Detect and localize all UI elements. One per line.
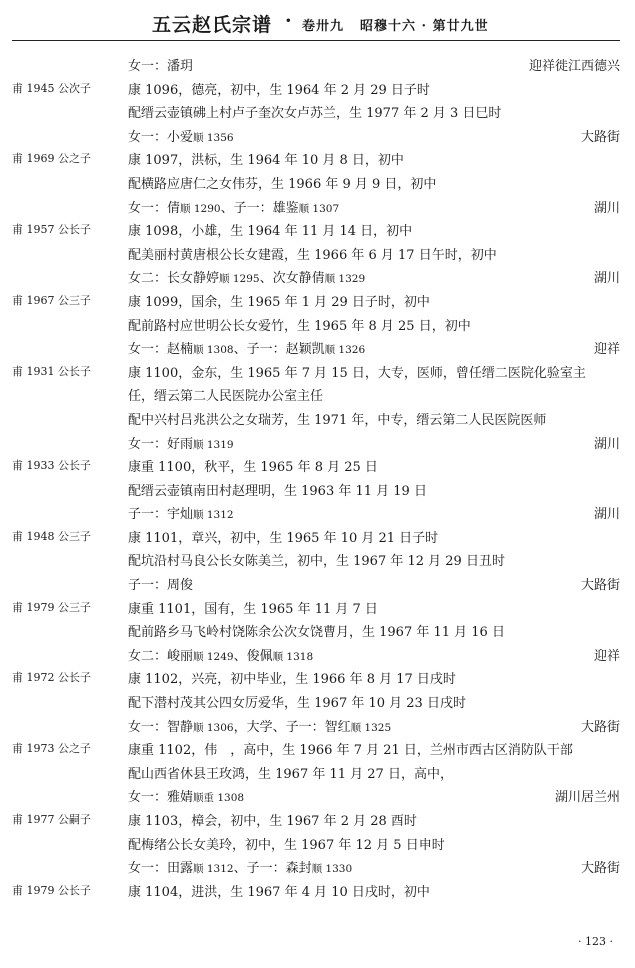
entry-text (128, 409, 546, 428)
entry-main-text: 女一：潘玥 (128, 59, 194, 74)
entry-main-text: 康 1102，兴亮，初中毕业，生 1966 年 8 月 17 日戌时 (128, 672, 456, 688)
index-note: 顺 1307 (298, 202, 340, 215)
index-note: 顺 1295 (219, 273, 260, 286)
entry-main-text: 子一：宇灿 (128, 507, 194, 523)
entry-line (0, 784, 635, 808)
entry-text (128, 527, 438, 546)
entry-line (0, 124, 635, 148)
father-reference: 甫 1967 公三子 (12, 293, 91, 307)
entry-text (128, 244, 497, 263)
father-reference: 甫 1973 公之子 (12, 742, 91, 756)
entry-main-text: 女一：赵楠 (128, 342, 194, 358)
father-reference: 甫 1948 公三子 (12, 529, 91, 543)
entry-line (0, 572, 635, 596)
entry-line (0, 218, 635, 242)
entry-continued-text: 、子一：雄鉴 (220, 200, 299, 216)
entry-text (128, 810, 417, 829)
entry-main-text: 女一：田露 (128, 861, 194, 877)
entry-line (0, 77, 635, 101)
father-reference: 甫 1977 公嗣子 (12, 813, 91, 826)
entry-text (128, 834, 445, 853)
entry-line (0, 714, 635, 738)
entry-main-text: 康 1100，金东，生 1965 年 7 月 15 日，大专，医师，曾任缙二医院化验室主 (128, 365, 586, 381)
index-note: 顺 1325 (350, 721, 392, 734)
residence-place: 湖川 (593, 271, 620, 287)
entry-line (0, 383, 635, 407)
entry-text (128, 385, 323, 404)
entry-main-text: 康 1096，德亮，初中，生 1964 年 2 月 29 日子时 (128, 82, 430, 98)
entry-line (0, 265, 635, 289)
entry-text (128, 55, 193, 74)
entry-main-text: 女一：好雨 (128, 436, 194, 452)
genealogy-title: 五云赵氏宗谱 (152, 14, 273, 36)
entry-line (0, 242, 635, 266)
father-reference: 甫 1979 公长子 (12, 883, 91, 897)
entry-line (0, 454, 635, 478)
residence-place: 大路街 (580, 578, 620, 594)
entry-line (0, 478, 635, 502)
entry-text (128, 220, 412, 239)
entry-continued-text: 、子一：赵颖凯 (233, 342, 325, 358)
entry-main-text: 配美丽村黄唐根公长女建霞，生 1966 年 6 月 17 日午时，初中 (128, 247, 497, 263)
residence-place: 迎祥 (593, 648, 620, 664)
title-separator: · (285, 10, 292, 32)
index-note: 顺 1356 (193, 131, 234, 144)
index-note: 顺 1312 (193, 863, 234, 876)
entry-line (0, 879, 635, 903)
father-reference: 甫 1957 公长子 (12, 223, 91, 237)
entry-text (128, 362, 586, 381)
entry-line (0, 407, 635, 431)
entry-main-text: 康重 1101，国有，生 1965 年 11 月 7 日 (128, 601, 378, 617)
entry-text (128, 598, 378, 617)
residence-place: 湖川居兰州 (554, 790, 620, 806)
residence-place: 湖川 (593, 200, 620, 216)
entry-main-text: 女一：小爱 (128, 129, 194, 145)
entry-line (0, 548, 635, 572)
entry-line (0, 832, 635, 856)
entry-main-text: 女一：雅婧 (128, 790, 194, 806)
index-note: 顺 1326 (324, 344, 366, 357)
residence-place: 迎祥 (593, 342, 620, 358)
entry-line (0, 808, 635, 832)
entry-main-text: 女一：倩 (128, 200, 181, 216)
entry-line (0, 666, 635, 690)
entry-text (128, 456, 378, 475)
entry-text (128, 149, 404, 168)
entry-text (128, 857, 352, 876)
father-reference: 甫 1972 公长子 (12, 671, 91, 685)
entry-line (0, 147, 635, 171)
entry-continued-text: 、俊佩 (233, 648, 273, 664)
entry-line (0, 195, 635, 219)
entry-text (128, 338, 365, 357)
entry-text (128, 126, 234, 145)
father-reference: 甫 1933 公长子 (12, 459, 91, 473)
index-note: 顺 1308 (193, 344, 234, 357)
entry-main-text: 配梅绪公长女美玲，初中，生 1967 年 12 月 5 日申时 (128, 837, 445, 853)
index-note: 顺重 1308 (193, 792, 245, 805)
entry-main-text: 配前路村应世明公长女爱竹，生 1965 年 8 月 25 日，初中 (128, 318, 471, 334)
entry-text (128, 503, 234, 522)
entry-text (128, 739, 573, 758)
index-note: 顺 1318 (272, 650, 314, 663)
residence-place: 湖川 (593, 507, 620, 523)
entry-text (128, 574, 193, 593)
index-note: 顺 1306 (193, 721, 234, 734)
entry-text (128, 645, 313, 664)
entry-line (0, 501, 635, 525)
entry-continued-text: ，大学、子一：智红 (233, 719, 351, 735)
father-reference: 甫 1945 公次子 (12, 81, 91, 95)
entry-text (128, 480, 427, 499)
entry-main-text: 配中兴村吕兆洪公之女瑞芳，生 1971 年，中专，缙云第二人民医院医师 (128, 412, 547, 428)
entry-continued-text: 、次女静倩 (259, 271, 325, 287)
residence-place: 大路街 (580, 719, 620, 735)
entry-main-text: 康 1101，章兴，初中，生 1965 年 10 月 21 日子时 (128, 530, 439, 546)
index-note: 顺 1290 (180, 202, 221, 215)
entry-text (128, 173, 436, 192)
volume-label: 卷卅九 (302, 19, 345, 34)
entry-text (128, 621, 505, 640)
entry-main-text: 康 1099，国余，生 1965 年 1 月 29 日子时，初中 (128, 294, 430, 310)
entry-main-text: 女二：峻丽 (128, 648, 194, 664)
entry-text (128, 763, 453, 782)
header-rule (12, 40, 620, 41)
entry-main-text: 女一：智静 (128, 719, 194, 735)
entry-text (128, 79, 430, 98)
entry-text (128, 786, 244, 805)
entry-main-text: 配前路乡马飞岭村饶陈余公次女饶曹月，生 1967 年 11 月 16 日 (128, 625, 505, 641)
entry-line (0, 596, 635, 620)
entry-main-text: 女二：长女静婷 (128, 271, 220, 287)
entry-text (128, 197, 339, 216)
entry-main-text: 康 1098，小雄，生 1964 年 11 月 14 日，初中 (128, 224, 413, 240)
entry-line (0, 313, 635, 337)
entry-main-text: 子一：周俊 (128, 578, 194, 594)
entry-text (128, 716, 391, 735)
page-number: · 123 · (578, 935, 613, 948)
entry-line (0, 289, 635, 313)
entry-text (128, 550, 505, 569)
entry-main-text: 配下潜村茂其公四女厉爱华，生 1967 年 10 月 23 日戌时 (128, 696, 466, 712)
index-note: 顺 1319 (193, 438, 234, 451)
entry-line (0, 525, 635, 549)
residence-place: 大路街 (580, 129, 620, 145)
entry-main-text: 配坑沿村马良公长女陈美兰，初中，生 1967 年 12 月 29 日丑时 (128, 554, 505, 570)
entry-text (128, 692, 466, 711)
father-reference: 甫 1979 公三子 (12, 600, 91, 614)
index-note: 顺 1329 (324, 273, 366, 286)
index-note: 顺 1249 (193, 650, 234, 663)
entry-main-text: 配缙云壶镇南田村赵理明，生 1963 年 11 月 19 日 (128, 483, 427, 499)
residence-place: 大路街 (580, 861, 620, 877)
entry-line (0, 53, 635, 77)
entry-text (128, 267, 365, 286)
index-note: 顺 1330 (311, 863, 353, 876)
entry-line (0, 360, 635, 384)
genealogy-entries (0, 53, 635, 902)
residence-place: 迎祥徙江西德兴 (528, 59, 620, 74)
entry-text (128, 433, 234, 452)
entry-line (0, 643, 635, 667)
entry-main-text: 康重 1102，伟 ，高中，生 1966 年 7 月 21 日，兰州市西古区消防队干部 (128, 743, 573, 759)
entry-line (0, 761, 635, 785)
entry-main-text: 任，缙云第二人民医院办公室主任 (128, 389, 324, 405)
generation-label: 昭穆十六 · 第廿九世 (360, 19, 489, 34)
entry-main-text: 配山西省休县王玫鸿，生 1967 年 11 月 27 日，高中， (128, 766, 453, 782)
entry-main-text: 康 1104，进洪，生 1967 年 4 月 10 日戌时，初中 (128, 884, 430, 900)
entry-continued-text: 、子一：森封 (233, 861, 312, 877)
entry-line (0, 171, 635, 195)
father-reference: 甫 1969 公之子 (12, 152, 91, 166)
entry-line (0, 100, 635, 124)
entry-line (0, 690, 635, 714)
entry-main-text: 康 1103，樟会，初中，生 1967 年 2 月 28 酉时 (128, 814, 417, 829)
entry-main-text: 康 1097，洪标，生 1964 年 10 月 8 日，初中 (128, 153, 404, 169)
entry-line (0, 336, 635, 360)
entry-main-text: 配缙云壶镇砩上村卢子奎次女卢苏兰，生 1977 年 2 月 3 日巳时 (128, 106, 502, 122)
entry-text (128, 315, 471, 334)
father-reference: 甫 1931 公长子 (12, 364, 91, 378)
entry-text (128, 102, 501, 121)
entry-line (0, 737, 635, 761)
entry-line (0, 619, 635, 643)
entry-main-text: 康重 1100，秋平，生 1965 年 8 月 25 日 (128, 460, 378, 476)
page-header (0, 10, 635, 34)
index-note: 顺 1312 (193, 509, 234, 522)
entry-main-text: 配横路应唐仁之女伟芬，生 1966 年 9 月 9 日，初中 (128, 176, 437, 192)
entry-line (0, 855, 635, 879)
entry-text (128, 668, 456, 687)
entry-text (128, 881, 430, 900)
entry-text (128, 291, 430, 310)
entry-line (0, 431, 635, 455)
residence-place: 湖川 (593, 436, 620, 452)
